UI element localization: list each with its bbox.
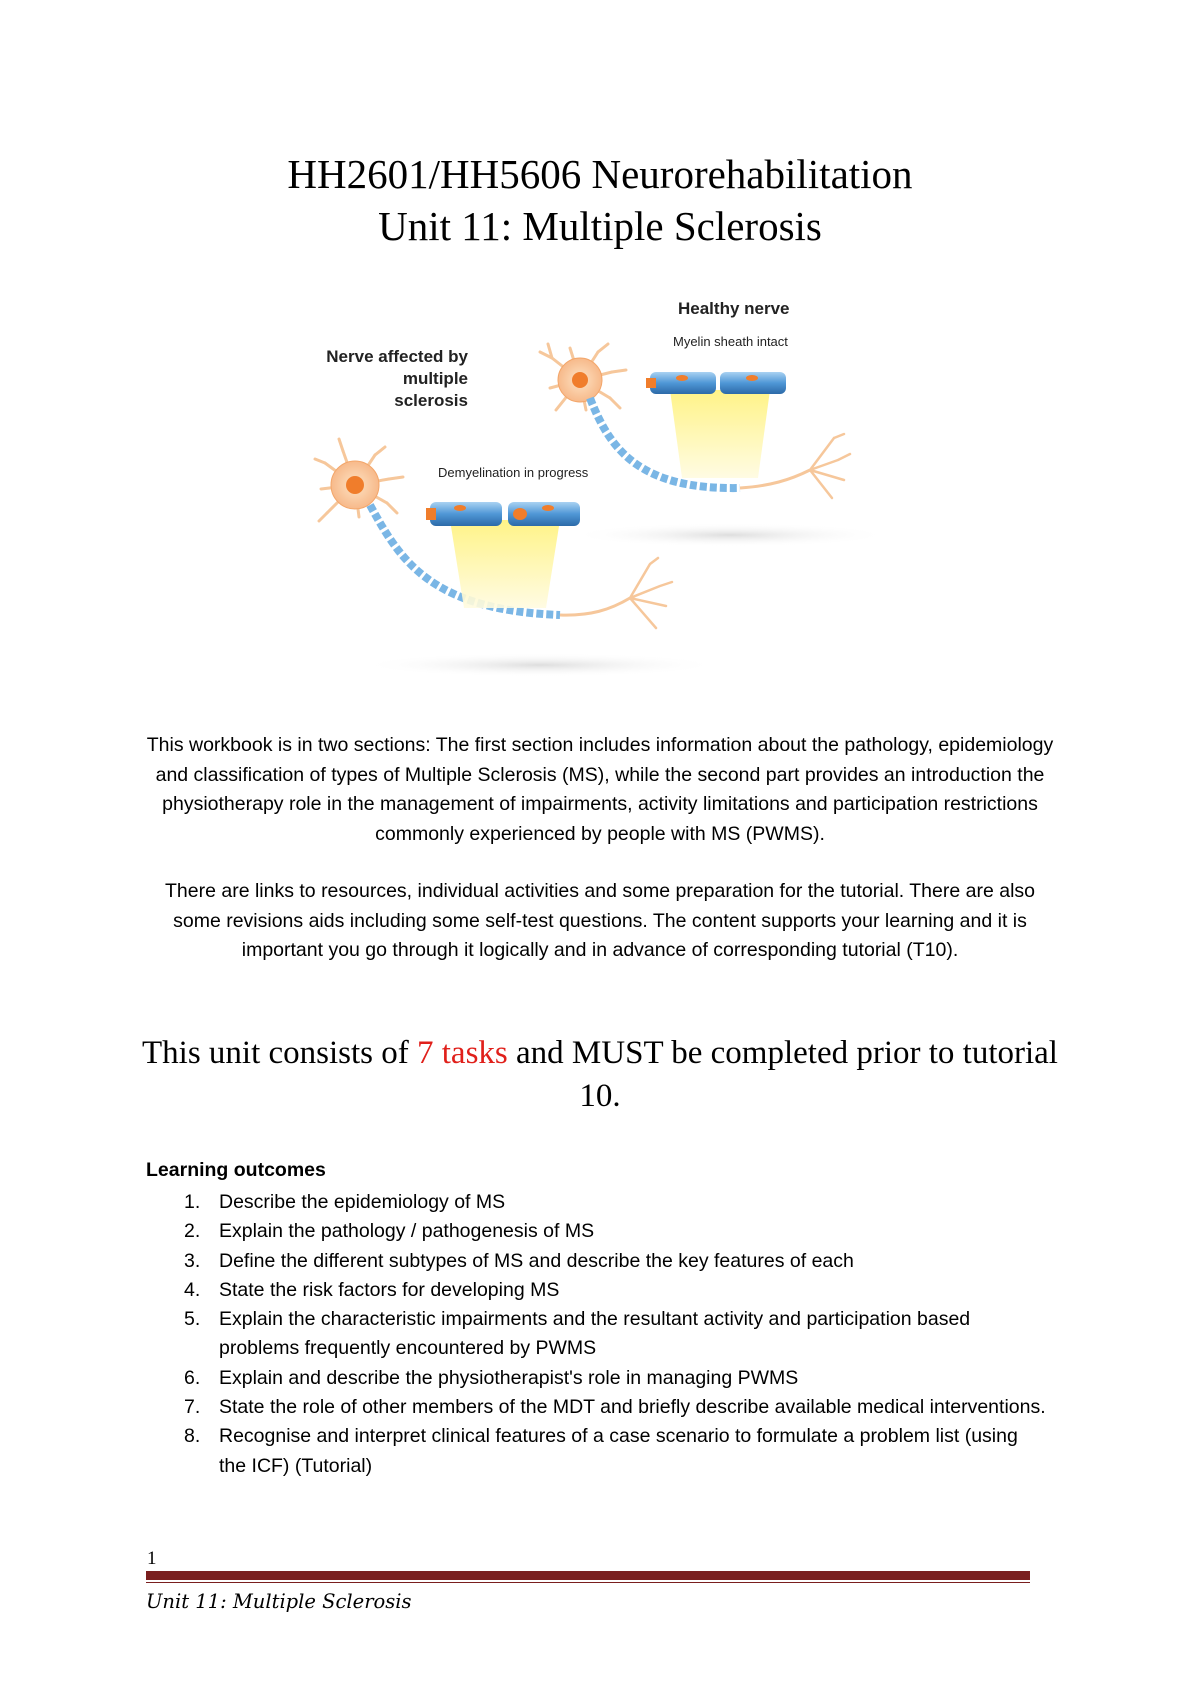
list-item [146,1188,1046,1217]
learning-outcomes-list [146,1188,1046,1481]
label-affected-line-3: sclerosis [394,391,468,410]
list-item [146,1217,1046,1246]
label-affected-line-2: multiple [402,369,468,388]
document-title-line-1: HH2601/HH5606 Neurorehabilitation [287,151,913,197]
list-item-number: 5. [184,1308,201,1331]
intro-paragraph-2: There are links to resources, individual activities and some preparation for the tutorial. There are also some revisions aids including some self-test questions. The content supports your learning and it is important you go through it logically and in advance of corresponding tutorial (T10). [165,880,1035,961]
list-item [146,1247,1046,1276]
page-number: 1 [147,1548,157,1569]
list-item [146,1364,1046,1393]
list-item-number: 1. [184,1191,201,1213]
list-item-number: 4. [184,1278,201,1301]
tasks-callout [120,1032,1080,1118]
healthy-nerve [540,299,890,547]
footer-running-title: Unit 11: Multiple Sclerosis [146,1590,412,1613]
callout-text-before: This unit consists of [142,1035,418,1071]
footer-rule-thin [146,1582,1030,1583]
list-item-text: Recognise and interpret clinical features of a case scenario to formulate a problem list (using the ICF) (Tutorial) [219,1425,1018,1477]
list-item-text: State the risk factors for developing MS [219,1278,560,1301]
list-item-number: 7. [184,1396,201,1419]
label-affected-line-1: Nerve affected by [326,347,468,366]
callout-text-after: and MUST be completed prior to tutorial 10. [507,1035,1058,1114]
label-myelin-intact: Myelin sheath intact [673,334,788,349]
list-item-number: 8. [184,1425,201,1448]
list-item-text: Define the different subtypes of MS and describe the key features of each [219,1249,854,1272]
list-item-text: Explain the pathology / pathogenesis of MS [219,1220,595,1243]
footer-rule [146,1571,1030,1580]
affected-nerve [315,347,720,677]
label-healthy-nerve: Healthy nerve [678,299,790,318]
list-item-text: Explain and describe the physiotherapist's role in managing PWMS [219,1366,799,1389]
learning-outcomes-heading: Learning outcomes [146,1159,326,1181]
list-item-text: Explain the characteristic impairments and the resultant activity and participation based problems frequently encountered by PWMS [219,1308,971,1360]
list-item-number: 2. [184,1220,201,1243]
list-item-text: Describe the epidemiology of MS [219,1191,506,1213]
list-item-text: State the role of other members of the MDT and briefly describe available medical interventions. [219,1396,1046,1419]
nerve-illustration [310,299,900,680]
intro-paragraph-1: This workbook is in two sections: The first section includes information about the pathology, epidemiology and classification of types of Multiple Sclerosis (MS), while the second part provides an introduction the physiotherapy role in the management of impairments, activity limitations and participation restrictions commonly experienced by people with MS (PWMS). [146,734,1054,845]
list-item [146,1305,1046,1364]
list-item [146,1276,1046,1305]
list-item-number: 3. [184,1249,201,1272]
callout-tasks-count: 7 tasks [417,1035,508,1071]
list-item-number: 6. [184,1366,201,1389]
list-item [146,1393,1046,1422]
list-item [146,1422,1046,1481]
label-demyelination: Demyelination in progress [438,465,589,480]
document-title-line-2: Unit 11: Multiple Sclerosis [378,203,822,249]
